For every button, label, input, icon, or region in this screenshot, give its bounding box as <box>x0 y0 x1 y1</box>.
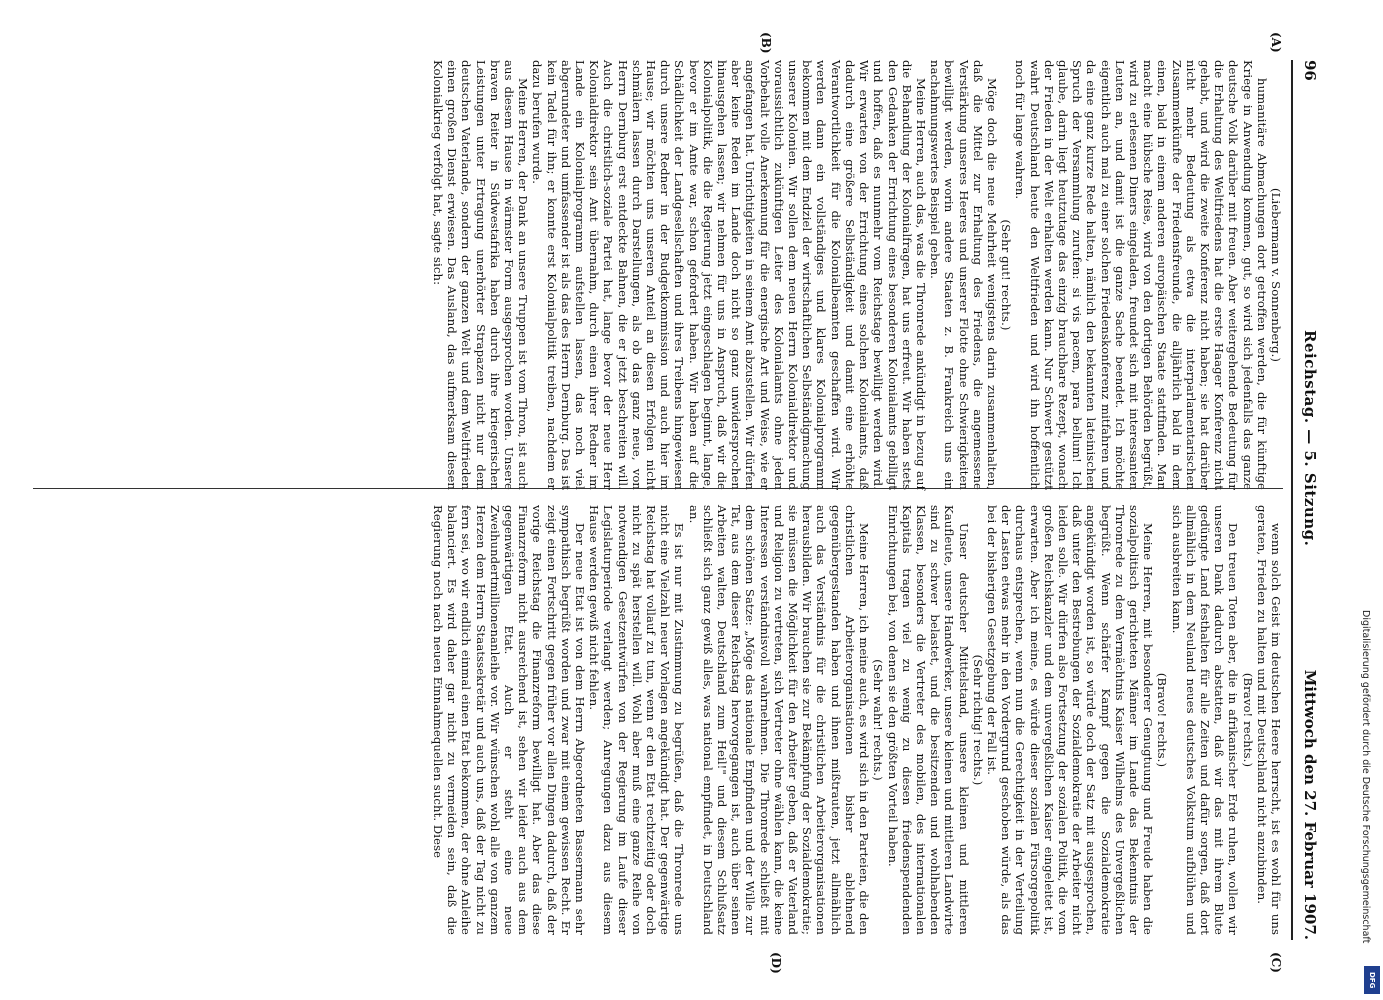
column-divider <box>33 488 1283 489</box>
digitization-credit: Digitalisierung gefördert durch die Deutsche Forschungsgemeinschaft <box>1360 610 1371 944</box>
header-date: Mittwoch den 27. Februar 1907. <box>1301 669 1319 940</box>
header-title: Reichstag. — 5. Sitzung. <box>1301 330 1319 547</box>
paragraph: Meine Herren, ich meine auch, es wird sich in den Parteien, die den christlichen Arbeiterorganisationen bisher ablehnend gegenübergestanden haben und ihnen mißtrauten, jetzt allmählich auch das Verständnis für die christlichen Arbeiterorganisationen herausbilden. Wir brauchen sie zur Bekämpfung der Sozialdemokratie; sie müssen die Möglichkeit für den Arbeiter geben, daß er Vaterland und Religion zu vertreten, sich Vertreter ohne wählen kann, die keine Interessen verständnisvoll wahrnehmen. Die Thronrede schließt mit dem schönen Satze: „Möge das nationale Empfinden und der Wille zur Tat, aus dem dieser Reichstag hervorgegangen ist, auch über seinen Arbeiten walten, Deutschland zum Heil!" und diesem Schlußsatz schließt sich ganz gewiß alles, was national empfindet, in Deutschland an. <box>686 505 872 935</box>
paragraph: Meine Herren, der Dank an unsere Truppen ist vom Thron, ist auch aus diesem Hause in wärmster Form ausgesprochen worden. Unsere braven Reiter in Südwestafrika haben durch ihre kriegerischen Leistungen unter Ertragung unerhörter Strapazen nicht nur dem deutschen Vaterlande, sondern der ganzen Welt und dem Weltfrieden einen großen Dienst erwiesen. Das Ausland, das aufmerksam diesen Kolonialkrieg verfolgt hat, sagte sich: <box>431 60 531 490</box>
interjection: (Sehr richtig! rechts.) <box>970 654 985 786</box>
interjection: (Bravo! rechts.) <box>1155 672 1170 768</box>
interjection: (Sehr wahr! rechts.) <box>871 659 886 781</box>
speaker-name: (Liebermann v. Sonnenberg.) <box>1269 187 1283 363</box>
paragraph: Unser deutscher Mittelstand, unsere kleinen und mittleren Kaufleute, unsere Handwerker, unsere kleinen und mittleren Landwirte sind zu schwer belastet, und die besitzenden und wohlhabenden Klassen, besonders die Vertreter des mobilen, des internationalen Kapitals tragen viel zu wenig zu diesen friedenspendenden Einrichtungen bei, von denen sie den größten Vorteil haben. <box>885 505 971 935</box>
margin-marker-c: (C) <box>1269 952 1283 973</box>
interjection: (Bravo! rechts.) <box>1240 672 1255 768</box>
paragraph: wenn solch Geist im deutschen Heere herrscht, ist es wohl für uns geraten, Frieden zu halten und mit Deutschland nicht anzubinden. <box>1254 505 1283 935</box>
column-left <box>431 60 1283 490</box>
page-number: 96 <box>1301 60 1319 81</box>
paragraph: Es ist nur mit Zustimmung zu begrüßen, daß die Thronrede uns nicht eine Vielzahl neuer Vorlagen angekündigt hat. Der gegenwärtige Reichstag hat vollauf zu tun, wenn er den Etat rechtzeitig oder doch nicht zu spät herstellen will. Wohl aber muß eine ganze Reihe von notwendigen Gesetzentwürfen von der Regierung im Laufe dieser Legislaturperiode verlangt werden; Anregungen dazu aus diesem Hause werden gewiß nicht fehlen. <box>587 505 687 935</box>
paragraph: Den treuen Toten aber, die in afrikanischer Erde ruhen, wollen wir unseren Dank dadurch abstatten, daß wir das mit ihrem Blute gedüngte Land festhalten für alle Zeiten und dafür sorgen, daß dort allmählich in dem Neuland neues deutsches Volkstum aufblühen und sich ausbreiten kann. <box>1169 505 1241 935</box>
paragraph: Meine Herren, auch das, was die Thronrede ankündigt in bezug auf die Behandlung der Kolonialfragen, hat uns erfreut. Wir haben stets den Gedanken der Errichtung eines besonderen Kolonialamts gebilligt und hoffen, daß es nunmehr vom Reichstage bewilligt werden wird. Wir erwarten von der Errichtung eines solchen Kolonialamts, daß dadurch eine größere Selbständigkeit und damit eine erhöhte Verantwortlichkeit für die Kolonialbeamten geschaffen wird. Wir werden dann ein vollständiges und klares Kolonialprogramm bekommen mit dem Endziel der wirtschaftlichen Selbständigmachung unserer Kolonien. Wir sollen dem neuen Herrn Kolonialdirektor und voraussichtlich zukünftigen Leiter des Kolonialamts ohne jeden Vorbehalt volle Anerkennung für die energische Art und Weise, wie er angefangen hat. Unrichtigkeiten in seinem Amt abzustellen. Wir dürfen aber keine Reden im Lande doch nicht so ganz unwidersprochen hinausgehen lassen; wir nehmen für uns in Anspruch, daß wir die Kolonialpolitik, die die Regierung jetzt eingeschlagen beginnt, lange, bevor er im Amte war, schon gefordert haben. Wir haben auf die Schädlichkeit der Landgesellschaften und ihres Treibens hingewiesen durch unsere Redner in der Budgetkommission und auch hier im Hause; wir möchten uns unseren Anteil an diesen Erfolgen nicht schmälern lassen durch Darstellungen, als ob das ganz neue, von Herrn Dernburg erst entdeckte Bahnen, die er jetzt beschreiten will. Auch die christlich-soziale Partei hat, lange bevor der neue Herr Kolonialdirektor sein Amt übernahm, durch einen ihrer Redner im Lande ein Kolonialprogramm aufstellen lassen, das noch viel abgerundeter und umfassender ist als das des Herrn Dernburg. Das ist kein Tadel für ihn; er konnte erst Kolonialpolitik treiben, nachdem er dazu berufen wurde. <box>530 60 928 490</box>
paragraph: Meine Herren, mit besonderer Genugtuung und Freude haben die sozialpolitisch gerichteten Männer im Lande das Bekenntnis der Thronrede zu dem Vermächtnis Kaiser Wilhelms des Unvergeßlichen begrüßt. Wenn schärfer Kampf gegen die Sozialdemokratie angekündigt worden ist, so würde doch der Satz mit ausgesprochen, daß unter den Bestrebungen der Sozialdemokratie der Arbeiter nicht leiden solle. Wir dürfen also Fortsetzung der sozialen Politik, die vom großen Reichskanzler und dem unvergeßlichen Kaiser eingeleitet ist, erwarten. Aber ich meine, es würde dieser sozialen Fürsorgepolitik durchaus entsprechen, wenn nun die Gerechtigkeit in der Verteilung der Lasten etwas mehr in den Vordergrund geschoben würde, als das bei der bisherigen Gesetzgebung der Fall ist. <box>984 505 1156 935</box>
paragraph: humanitäre Abmachungen dort getroffen werden, die für künftige Kriege in Anwendung kommen, gut, so wird sich jedenfalls das ganze deutsche Volk darüber mit freuen. Aber weitergehende Bedeutung für die Erhaltung des Weltfriedens hat die erste Haager Konferenz nicht gehabt, und wird die zweite Konferenz nicht haben; sie hat darüber nicht mehr Bedeutung als etwa die interparlamentarischen Zusammenkünfte der Friedensfreunde, die alljährlich bald in dem einen, bald in einem anderen europäischen Staate stattfinden. Man macht eine hübsche Reise, wird von den dortigen Behörden begrüßt, wird zu erlesenen Diners eingeladen, freundet sich mit interessanten Leuten an, und damit ist die ganze Sache beendet. Ich möchte eigentlich auch mal zu einer solchen Friedenskonferenz mitfahren und da eine ganz kurze Rede halten, nämlich den bekannten lateinischen Spruch der Versammlung zurufen: si vis pacem, para bellum! Ich glaube, darin liegt heutzutage das einzig brauchbare Rezept, wonach der Frieden in der Welt erhalten werden kann. Nur Schwert gestützt wahrt Deutschland heute den Weltfrieden und wird ihn hoffentlich noch für lange wahren. <box>1013 60 1269 490</box>
margin-marker-a: (A) <box>1269 32 1283 53</box>
margin-marker-b: (B) <box>759 32 773 54</box>
header-rule <box>1291 60 1293 940</box>
paragraph: Möge doch die neue Mehrheit wenigstens darin zusammenhalten, daß die Mittel zur Erhaltung des Friedens, die angemessene Verstärkung unseres Heeres und unserer Flotte ohne Schwierigkeiten bewilligt werden, worin andere Staaten z. B. Frankreich uns ein nachahmungswertes Beispiel geben. <box>928 60 999 490</box>
interjection: (Sehr gut! rechts.) <box>999 219 1014 331</box>
paragraph: Der neue Etat ist von dem Herrn Abgeordneten Bassermann sehr sympathisch begrüßt worden und zwar mit einem gewissen Recht. Er zeigt einen Fortschritt gegen früher vor allen Dingen dadurch, daß der vorige Reichstag die Finanzreform bewilligt hat. Aber das diese Finanzreform nicht ausreichend ist, sehen wir leider auch aus dem gegenwärtigen Etat. Auch er steht eine neue Zweihundertmillionenanleihe vor. Wir wünschen wohl alle von ganzem Herzen dem Herrn Staatssekretär und auch uns, daß der Tag nicht zu fern sei, wo wir endlich einmal einen Etat bekommen, der ohne Anleihe balanciert. Es wird daher gar nicht zu vermeiden sein, daß die Regierung noch nach neuen Einnahmequellen sucht. Diese <box>431 505 588 935</box>
dfg-logo: DFG <box>1364 966 1380 994</box>
page-header <box>1295 60 1319 940</box>
column-right <box>431 505 1283 935</box>
margin-marker-d: (D) <box>769 952 783 974</box>
